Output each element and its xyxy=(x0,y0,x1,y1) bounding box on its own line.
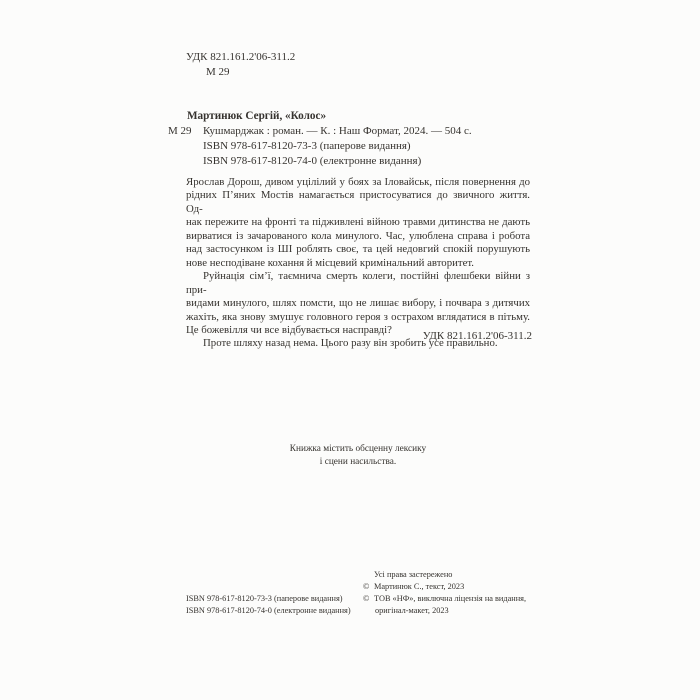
annotation-line: вирватися із зачарованого кола минулого. Час, улюблена справа і робота xyxy=(186,229,530,242)
udk-number-right: УДК 821.161.2'06-311.2 xyxy=(422,330,532,342)
content-warning-line: Книжка містить обсценну лексику xyxy=(289,444,427,454)
copyright-publisher-text: ТОВ «НФ», виключна ліцензія на видання, xyxy=(374,593,527,603)
footer-isbn-block xyxy=(186,593,351,617)
annotation-line: Руйнація сім’ї, таємнича смерть колеги, постійні флешбеки війни з при- xyxy=(186,270,530,296)
isbn-digital: ISBN 978-617-8120-74-0 (електронне видання) xyxy=(203,155,422,167)
annotation-line: Ярослав Дорош, дивом уцілілий у боях за Іловайськ, після повернення до xyxy=(186,176,530,188)
author-title: Мартинюк Сергій, «Колос» xyxy=(187,110,327,122)
udk-number: УДК 821.161.2'06-311.2 xyxy=(186,51,296,63)
rights-reserved: Усі права застережено xyxy=(374,570,453,579)
copyright-icon: © xyxy=(363,593,370,603)
catalog-code-header: М 29 xyxy=(206,65,230,78)
footer-isbn-print: ISBN 978-617-8120-73-3 (паперове видання) xyxy=(186,594,343,603)
copyright-author-text: Мартинюк С., текст, 2023 xyxy=(374,581,465,591)
copyright-author-line xyxy=(363,581,526,593)
copyright-icon: © xyxy=(363,581,370,591)
annotation-line: нове несподіване кохання й місцевий кримінальний авторитет. xyxy=(186,256,474,269)
annotation-line: видами минулого, шлях помсти, що не лишає вибору, і почвара з дитячих xyxy=(186,297,530,310)
copyright-publisher-line xyxy=(363,593,526,605)
footer-isbn-digital: ISBN 978-617-8120-74-0 (електронне видання) xyxy=(186,606,351,615)
isbn-print: ISBN 978-617-8120-73-3 (паперове видання) xyxy=(203,140,411,152)
content-warning xyxy=(186,443,530,469)
annotation-line: Проте шляху назад нема. Цього разу він зробить усе правильно. xyxy=(203,337,498,350)
annotation-line: жахіть, яка знову змушує головного героя з острахом вглядатися в пітьму. xyxy=(186,310,530,323)
bibliographic-description: Кушмарджак : роман. — К. : Наш Формат, 2024. — 504 с. xyxy=(203,125,472,137)
copyright-publisher-line2: оригінал-макет, 2023 xyxy=(375,605,449,615)
annotation-line: над застосунком із ШІ роблять своє, та цей недовгий спокій порушують xyxy=(186,243,530,256)
udk-header-block xyxy=(186,50,295,79)
annotation-line: рідних П’яних Мостів намагається пристосуватися до звичного життя. Од- xyxy=(186,189,530,215)
annotation-line: нак пережите на фронті та підживлені війною травми дитинства не дають xyxy=(186,216,530,229)
footer-copyright-block xyxy=(363,569,526,617)
annotation-text xyxy=(186,176,530,351)
annotation-line: Це божевілля чи все відбувається насправді? xyxy=(186,323,392,336)
content-warning-line: і сцени насильства. xyxy=(319,457,397,467)
catalog-code: М 29 xyxy=(168,125,192,137)
